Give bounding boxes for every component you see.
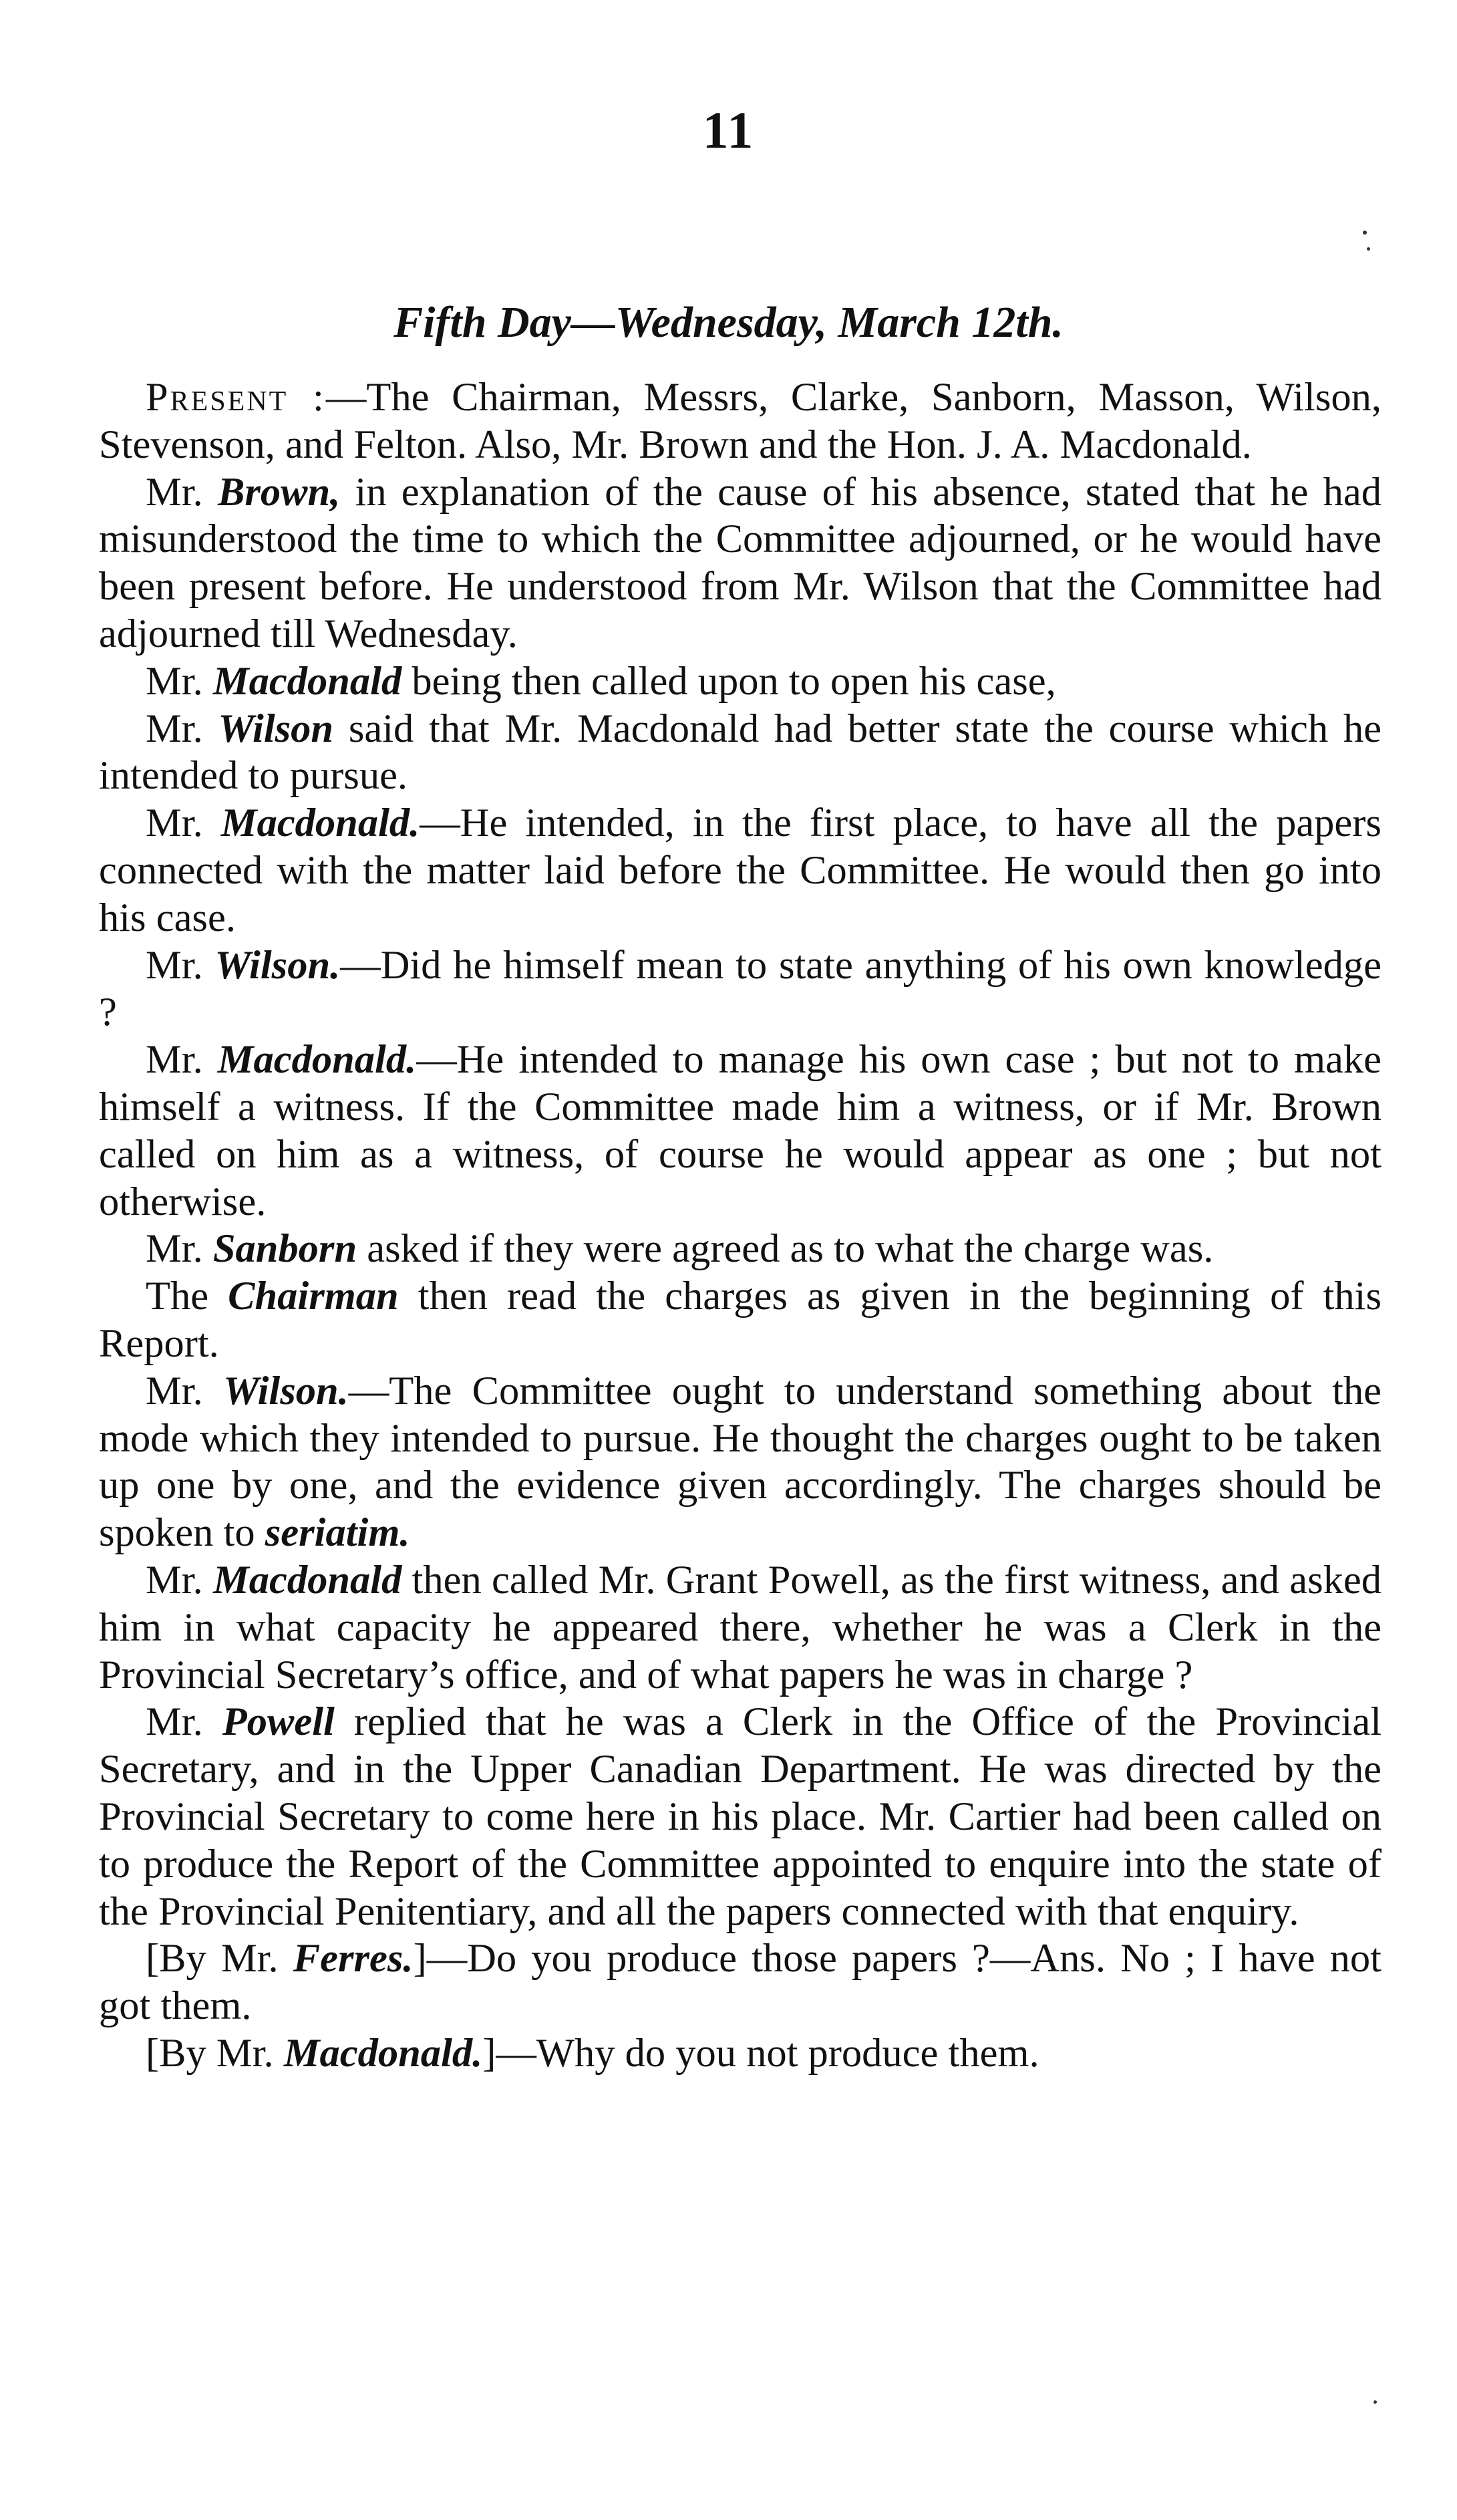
paragraph: Mr. Brown, in explanation of the cause of his absence, stated that he had misunderstood the time to which the Committee adjourned, or he would have been present before. He understood from Mr. Wilson that the Committee had adjourned till Wednesday. [99,469,1382,656]
speaker-name: Wilson [218,706,334,751]
emphasis-text: seriatim. [265,1510,410,1556]
speaker-name: Brown, [217,469,341,515]
paragraph: Mr. Wilson said that Mr. Macdonald had better state the course which he intended to pursue. [99,706,1382,799]
speaker-name: Sanborn [212,1226,357,1272]
paragraph: Mr. Powell replied that he was a Clerk in the Office of the Provincial Secretary, and in the Upper Canadian Department. He was directed by the Provincial Secretary to come here in his place. Mr. Cartier had been called on to produce the Report of the Committee appointed to enquire into the state of the Provincial Penitentiary, and all the papers connected with that enquiry. [99,1699,1382,1934]
paragraph: Mr. Wilson.—Did he himself mean to state anything of his own knowledge ? [99,942,1382,1035]
paragraph: Mr. Macdonald.—He intended to manage his own case ; but not to make himself a witness. If the Committee made him a witness, or if Mr. Brown called on him as a witness, of course he would appear as one ; but not otherwise. [99,1037,1382,1224]
page-number: 11 [702,101,755,159]
speaker-name: Chairman [228,1274,399,1319]
paragraph: The Chairman then read the charges as given in the beginning of this Report. [99,1274,1382,1366]
body-text [99,374,1382,2078]
present-text: —The Chairman, Messrs, Clarke, Sanborn, Masson, Wilson, Stevenson, and Felton. Also, Mr. Brown and the Hon. J. A. Macdonald. [99,375,1382,467]
paragraph: Mr. Sanborn asked if they were agreed as to what the charge was. [146,1226,1214,1272]
paragraph: [By Mr. Ferres.]—Do you produce those papers ?—Ans. No ; I have not got them. [99,1936,1382,2029]
paragraph: Mr. Macdonald being then called upon to open his case, [146,658,1056,704]
paragraph: Mr. Wilson.—The Committee ought to understand something about the mode which they intended to pursue. He thought the charges ought to be taken up one by one, and the evidence given accordingly. The charges should be spoken to seriatim. [99,1368,1382,1556]
paragraph: Mr. Macdonald then called Mr. Grant Powell, as the first witness, and asked him in what capacity he appeared there, whether he was a Clerk in the Provincial Secretary’s office, and of what papers he was in charge ? [99,1557,1382,1697]
day-heading: Fifth Day—Wednesday, March 12th. [393,298,1064,347]
paragraph: Mr. Macdonald.—He intended, in the first place, to have all the papers connected with the matter laid before the Committee. He would then go into his case. [99,801,1382,940]
speaker-name: Wilson. [223,1368,349,1413]
speaker-name: Wilson. [214,942,341,988]
paragraph: [By Mr. Macdonald.]—Why do you not produce them. [146,2030,1039,2076]
paragraph-present [99,374,1382,469]
speaker-name: Powell [222,1699,335,1745]
present-label: Present : [146,375,326,420]
speaker-name: Ferres. [293,1936,414,1981]
speaker-name: Macdonald [212,658,402,704]
speaker-name: Macdonald [213,1557,402,1602]
speaker-name: Macdonald. [283,2030,483,2076]
speaker-name: Macdonald. [220,801,420,846]
speaker-name: Macdonald. [217,1037,417,1083]
